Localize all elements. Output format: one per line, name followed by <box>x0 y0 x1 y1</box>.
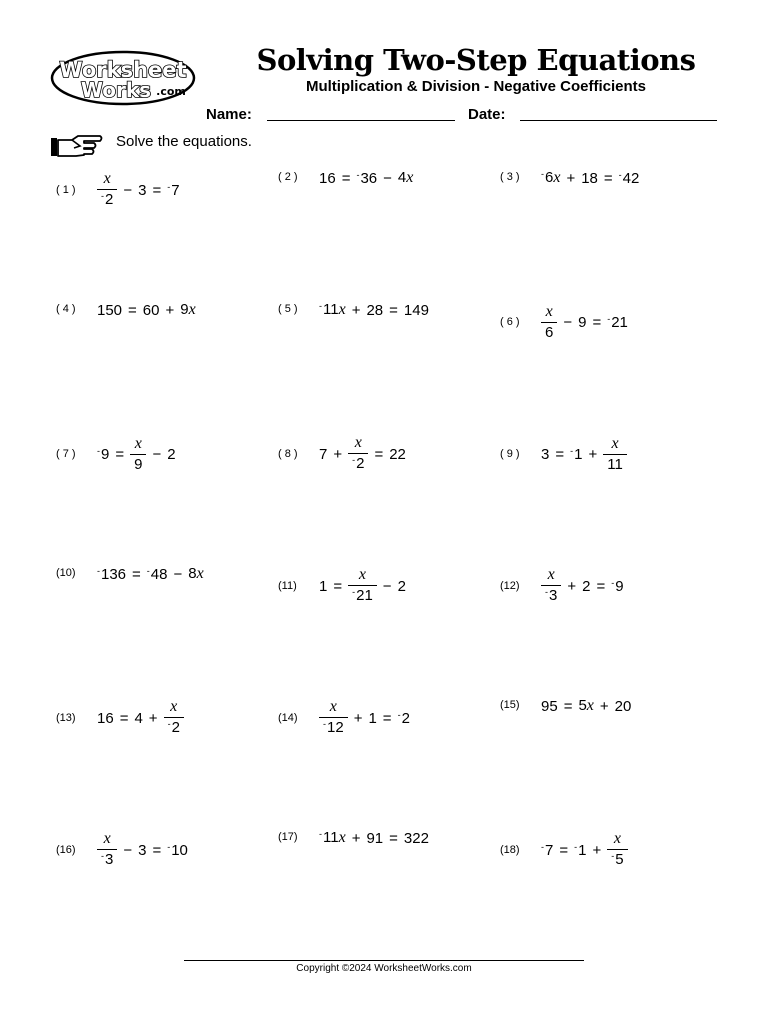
fraction <box>541 303 557 341</box>
fraction <box>541 566 561 606</box>
problem-number: (17) <box>278 831 298 843</box>
equation-term: = <box>603 169 613 187</box>
equation-term: + <box>353 709 363 727</box>
fraction-denominator: -3 <box>97 849 117 870</box>
equation <box>319 169 413 187</box>
problem-number: ( 5 ) <box>278 303 298 315</box>
equation <box>319 434 406 474</box>
equation-term: = <box>389 301 398 319</box>
equation-term: 9 <box>578 313 587 331</box>
equation-term: 150 <box>97 301 123 319</box>
instructions-text: Solve the equations. <box>116 133 252 150</box>
problem-18 <box>500 825 634 875</box>
problem-11 <box>278 561 406 611</box>
equation <box>319 566 406 606</box>
problem-number: ( 2 ) <box>278 171 298 183</box>
equation-term: + <box>148 709 158 727</box>
problem-14 <box>278 693 410 743</box>
equation-term: = <box>382 709 392 727</box>
name-field[interactable] <box>267 120 455 121</box>
equation-term: − <box>382 577 392 595</box>
problem-13 <box>56 693 190 743</box>
fraction-numerator: x <box>134 435 142 452</box>
equation-term: 3 <box>138 181 147 199</box>
equation-term: 8x <box>188 565 204 582</box>
problem-8 <box>278 429 406 479</box>
equation-term: -10 <box>167 841 188 859</box>
problem-number: (15) <box>500 699 520 711</box>
equation-term: − <box>152 445 162 463</box>
problem-17 <box>278 817 429 867</box>
problem-number: ( 4 ) <box>56 303 76 315</box>
problem-6 <box>500 297 628 347</box>
equation-term: = <box>389 829 398 847</box>
problem-number: (14) <box>278 712 298 724</box>
equation-term: + <box>592 841 602 859</box>
equation-term: 20 <box>614 697 632 715</box>
equation <box>541 566 624 606</box>
equation-term: -136 <box>97 565 127 583</box>
equation-term: = <box>152 841 162 859</box>
equation-term: 9x <box>180 301 196 318</box>
fraction-numerator: x <box>103 830 111 847</box>
page-title: Solving Two-Step Equations <box>256 43 696 77</box>
problem-5 <box>278 289 429 339</box>
problem-7 <box>56 429 176 479</box>
equation-term: 91 <box>366 829 384 847</box>
equation-term: -1 <box>574 841 587 859</box>
equation-term: − <box>383 169 392 187</box>
problem-12 <box>500 561 624 611</box>
fraction <box>164 698 184 738</box>
fraction-numerator: x <box>547 566 555 583</box>
equation-term: 5x <box>578 697 594 714</box>
equation-term: 1 <box>319 577 328 595</box>
problem-16 <box>56 825 188 875</box>
copyright-text: Copyright ©2024 WorksheetWorks.com <box>296 963 472 974</box>
equation-term: + <box>588 445 598 463</box>
equation-term: -36 <box>356 169 378 187</box>
equation-term: 3 <box>541 445 550 463</box>
problem-4 <box>56 289 196 339</box>
equation <box>541 830 634 870</box>
equation-term: + <box>333 445 343 463</box>
fraction-numerator: x <box>358 566 366 583</box>
problem-10 <box>56 553 204 603</box>
equation <box>541 435 633 473</box>
equation-term: 2 <box>397 577 406 595</box>
fraction-numerator: x <box>329 698 337 715</box>
fraction-numerator: x <box>545 303 553 320</box>
equation-term: 95 <box>541 697 558 715</box>
fraction-numerator: x <box>103 170 111 187</box>
equation <box>97 170 180 210</box>
equation-term: -7 <box>167 181 180 199</box>
equation-term: + <box>566 169 576 187</box>
equation-term: -2 <box>397 709 410 727</box>
equation-term: 149 <box>403 301 429 319</box>
date-label: Date: <box>468 106 506 123</box>
equation-term: 2 <box>582 577 591 595</box>
equation-term: -1 <box>570 445 583 463</box>
equation <box>319 698 410 738</box>
problem-number: ( 8 ) <box>278 448 298 460</box>
equation-term: -11x <box>319 301 346 318</box>
problem-number: ( 3 ) <box>500 171 520 183</box>
equation-term: 28 <box>366 301 384 319</box>
problem-9 <box>500 429 633 479</box>
problem-number: ( 7 ) <box>56 448 76 460</box>
equation-term: 4 <box>134 709 143 727</box>
equation-term: 60 <box>142 301 160 319</box>
fraction <box>348 434 368 474</box>
equation-term: -6x <box>541 169 561 186</box>
fraction-denominator: 11 <box>603 454 627 473</box>
date-field[interactable] <box>520 120 717 121</box>
fraction <box>130 435 146 473</box>
fraction-denominator: 9 <box>130 454 146 473</box>
problem-number: (12) <box>500 580 520 592</box>
equation <box>97 565 204 583</box>
equation-term: − <box>563 313 573 331</box>
equation <box>541 303 628 341</box>
fraction-numerator: x <box>613 830 621 847</box>
equation-term: + <box>351 301 361 319</box>
equation-term: = <box>555 445 565 463</box>
problem-number: (16) <box>56 844 76 856</box>
equation <box>319 301 429 319</box>
fraction-numerator: x <box>354 434 362 451</box>
problem-number: (10) <box>56 567 76 579</box>
equation-term: -42 <box>618 169 640 187</box>
equation-term: 322 <box>403 829 429 847</box>
fraction-denominator: -2 <box>348 453 368 474</box>
fraction <box>607 830 627 870</box>
fraction-denominator: -2 <box>97 189 117 210</box>
equation <box>541 697 631 715</box>
svg-text:.com: .com <box>156 85 186 98</box>
equation-term: 1 <box>368 709 377 727</box>
problem-number: ( 1 ) <box>56 184 76 196</box>
equation-term: -21 <box>607 313 628 331</box>
equation-term: = <box>119 709 129 727</box>
equation-term: − <box>123 841 133 859</box>
fraction-numerator: x <box>170 698 178 715</box>
name-label: Name: <box>206 106 252 123</box>
equation-term: 4x <box>397 169 414 186</box>
fraction-denominator: -2 <box>164 717 184 738</box>
problem-number: (13) <box>56 712 76 724</box>
equation-term: = <box>132 565 141 583</box>
equation-term: = <box>152 181 162 199</box>
equation-term: = <box>333 577 343 595</box>
page-subtitle: Multiplication & Division - Negative Coefficients <box>305 78 647 95</box>
problem-number: (18) <box>500 844 520 856</box>
equation-term: − <box>173 565 183 583</box>
equation-term: -9 <box>97 445 110 463</box>
equation-term: 7 <box>319 445 328 463</box>
fraction <box>603 435 627 473</box>
equation-term: + <box>351 829 361 847</box>
fraction-numerator: x <box>611 435 619 452</box>
equation-term: 2 <box>167 445 176 463</box>
fraction-denominator: -12 <box>319 717 348 738</box>
equation-term: = <box>115 445 125 463</box>
equation-term: = <box>341 169 351 187</box>
problem-3 <box>500 157 639 207</box>
fraction-denominator: 6 <box>541 322 557 341</box>
equation-term: -11x <box>319 829 346 846</box>
fraction <box>97 170 117 210</box>
equation-term: = <box>128 301 137 319</box>
fraction-denominator: -5 <box>607 849 627 870</box>
equation-term: + <box>599 697 609 715</box>
equation <box>97 301 196 319</box>
worksheetworks-logo <box>50 50 196 106</box>
equation-term: = <box>592 313 602 331</box>
equation-term: = <box>559 841 569 859</box>
equation-term: 18 <box>581 169 598 187</box>
equation <box>97 830 188 870</box>
svg-text:Worksheet: Worksheet <box>59 58 187 82</box>
problem-number: ( 9 ) <box>500 448 520 460</box>
problem-number: ( 6 ) <box>500 316 520 328</box>
problem-15 <box>500 685 631 735</box>
fraction-denominator: -3 <box>541 585 561 606</box>
equation-term: 16 <box>97 709 114 727</box>
equation-term: 22 <box>389 445 406 463</box>
fraction-denominator: -21 <box>348 585 377 606</box>
problem-1 <box>56 165 180 215</box>
equation-term: = <box>596 577 606 595</box>
fraction <box>97 830 117 870</box>
svg-text:Works: Works <box>80 78 152 102</box>
equation <box>319 829 429 847</box>
equation <box>97 435 176 473</box>
fraction <box>319 698 348 738</box>
equation-term: -48 <box>146 565 168 583</box>
equation <box>97 698 190 738</box>
pointing-hand-icon <box>50 134 104 158</box>
problem-number: (11) <box>278 580 297 592</box>
equation-term: + <box>567 577 577 595</box>
equation <box>541 169 639 187</box>
equation-term: = <box>374 445 384 463</box>
problem-2 <box>278 157 413 207</box>
equation-term: -9 <box>611 577 624 595</box>
fraction <box>348 566 377 606</box>
equation-term: = <box>563 697 573 715</box>
equation-term: 3 <box>138 841 147 859</box>
equation-term: -7 <box>541 841 554 859</box>
equation-term: + <box>165 301 175 319</box>
footer-divider <box>184 960 584 961</box>
equation-term: 16 <box>319 169 336 187</box>
equation-term: − <box>123 181 133 199</box>
